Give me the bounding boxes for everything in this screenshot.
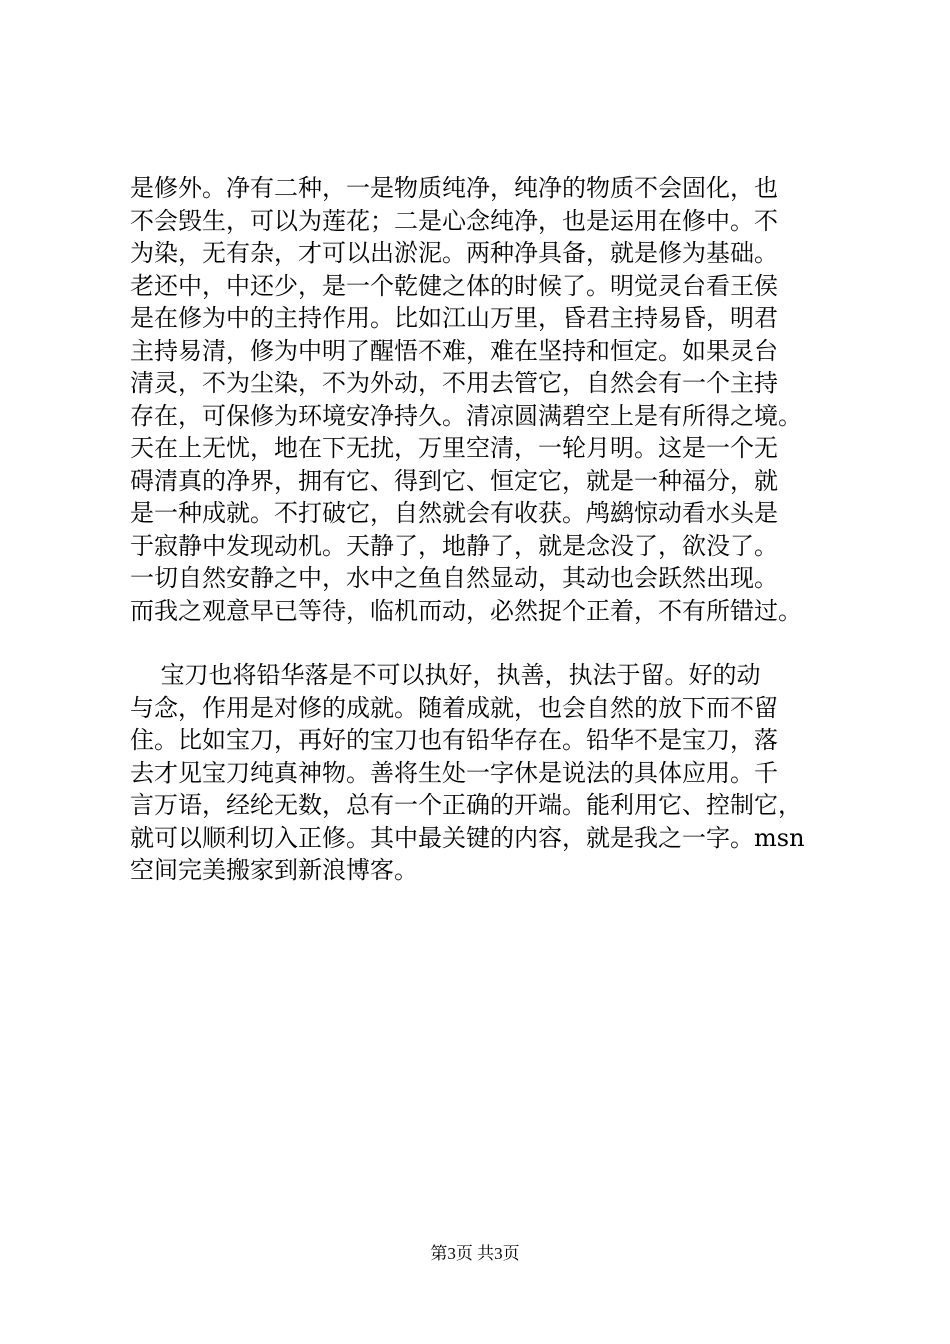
text-line: 存在，可保修为环境安净持久。清凉圆满碧空上是有所得之境。 xyxy=(130,401,802,430)
paragraph-1 xyxy=(130,172,850,627)
text-line: 一切自然安静之中，水中之鱼自然显动，其动也会跃然出现。 xyxy=(130,564,778,592)
text-line: 是在修为中的主持作用。比如江山万里，昏君主持易昏，明君 xyxy=(130,304,778,332)
text-line: 于寂静中发现动机。天静了，地静了，就是念没了，欲没了。 xyxy=(130,531,778,560)
text-line: 言万语，经纶无数，总有一个正确的开端。能利用它、控制它， xyxy=(130,791,802,819)
text-line: 就可以顺利切入正修。其中最关键的内容，就是我之一字。msn xyxy=(130,823,805,852)
text-line: 为染，无有杂，才可以出淤泥。两种净具备，就是修为基础。 xyxy=(130,239,778,267)
page-number-footer: 第3页 共3页 xyxy=(430,1244,520,1263)
text-line: 而我之观意早已等待，临机而动，必然捉个正着，不有所错过。 xyxy=(130,596,802,625)
text-line: 与念，作用是对修的成就。随着成就，也会自然的放下而不留 xyxy=(130,693,778,722)
text-line: 空间完美搬家到新浪博客。 xyxy=(130,856,418,884)
text-line: 碍清真的净界，拥有它、得到它、恒定它，就是一种福分，就 xyxy=(130,466,778,495)
text-line: 不会毁生，可以为莲花；二是心念纯净，也是运用在修中。不 xyxy=(130,206,778,235)
text-line: 主持易清，修为中明了醒悟不难，难在坚持和恒定。如果灵台 xyxy=(130,336,778,365)
text-line: 去才见宝刀纯真神物。善将生处一字休是说法的具体应用。千 xyxy=(130,758,778,787)
document-body xyxy=(130,172,850,887)
paragraph-2 xyxy=(130,659,850,887)
text-line: 天在上无忧，地在下无扰，万里空清，一轮月明。这是一个无 xyxy=(130,434,778,462)
text-line: 是一种成就。不打破它，自然就会有收获。鸬鹚惊动看水头是 xyxy=(130,499,778,527)
text-line: 老还中，中还少，是一个乾健之体的时候了。明觉灵台看王侯 xyxy=(130,271,778,300)
text-line: 住。比如宝刀，再好的宝刀也有铅华存在。铅华不是宝刀，落 xyxy=(130,726,778,754)
text-line: 宝刀也将铅华落是不可以执好，执善，执法于留。好的动 xyxy=(130,661,761,689)
text-line: 是修外。净有二种，一是物质纯净，纯净的物质不会固化，也 xyxy=(130,174,778,202)
text-line: 清灵，不为尘染，不为外动，不用去管它，自然会有一个主持 xyxy=(130,369,778,397)
paragraph-spacer xyxy=(130,627,850,659)
